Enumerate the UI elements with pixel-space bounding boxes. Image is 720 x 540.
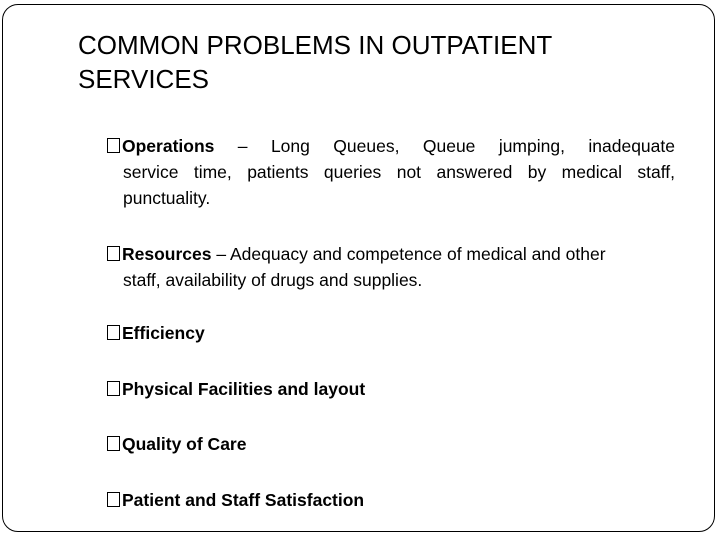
bullet-item-operations — [107, 133, 675, 211]
bullet-box-icon — [107, 246, 120, 261]
item-term: Quality of Care — [122, 434, 247, 454]
item-detail-line-1: Adequacy and competence of medical and other — [230, 244, 606, 264]
item-detail-line-2: staff, availability of drugs and supplies. — [123, 270, 423, 290]
item-detail-line-1: Long Queues, Queue jumping, inadequate — [270, 136, 675, 156]
bullet-item-resources — [107, 241, 675, 293]
bullet-item-satisfaction — [107, 487, 675, 513]
bullet-item-efficiency — [107, 320, 675, 346]
item-term: Resources — [122, 244, 212, 264]
bullet-box-icon — [107, 138, 120, 153]
bullet-box-icon — [107, 325, 120, 340]
title-line-1: COMMON PROBLEMS IN OUTPATIENT — [78, 30, 553, 60]
item-term: Operations — [122, 136, 215, 156]
bullet-box-icon — [107, 436, 120, 451]
item-term: Physical Facilities and layout — [122, 379, 366, 399]
item-term: Efficiency — [122, 323, 205, 343]
item-term: Patient and Staff Satisfaction — [122, 490, 365, 510]
bullet-item-quality-of-care — [107, 431, 675, 457]
bullet-item-physical-facilities — [107, 376, 675, 402]
item-separator: – — [211, 244, 230, 264]
item-detail-line-3: punctuality. — [123, 188, 211, 208]
item-detail-line-2: service time, patients queries not answered by medical staff, — [123, 162, 675, 182]
bullet-box-icon — [107, 381, 120, 396]
title-line-2: SERVICES — [78, 64, 210, 94]
slide-title — [78, 28, 678, 96]
bullet-box-icon — [107, 492, 120, 507]
item-separator: – — [214, 136, 271, 156]
